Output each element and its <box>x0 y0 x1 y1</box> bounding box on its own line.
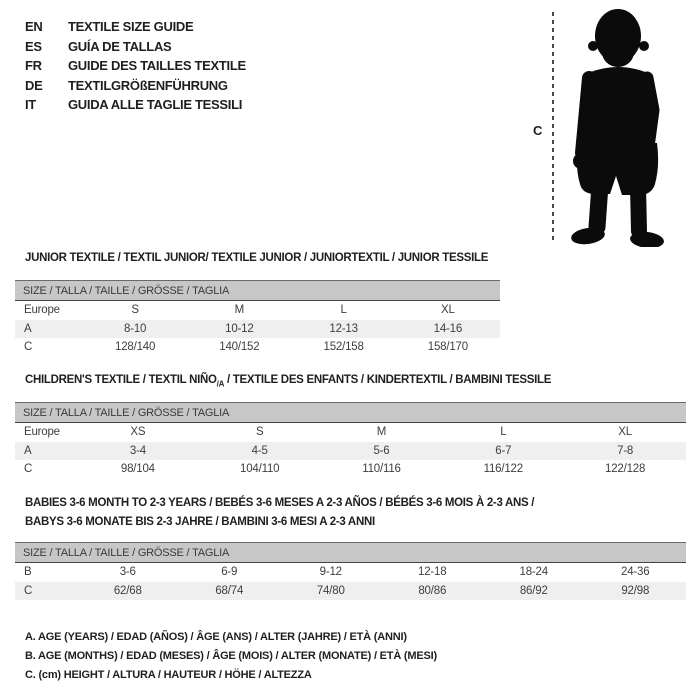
height-cell: 152/158 <box>323 341 364 354</box>
height-cell: 98/104 <box>120 463 155 476</box>
note-height-cm: C. (cm) HEIGHT / ALTURA / HAUTEUR / HÖHE / ALTEZZA <box>25 668 312 681</box>
section-title-babies-line1: BABIES 3-6 MONTH TO 2-3 YEARS / BEBÉS 3-6 MESES A 2-3 AÑOS / BÉBÉS 3-6 MOIS À 2-3 ANS / <box>25 497 535 509</box>
age-cell: 8-10 <box>124 322 147 335</box>
lang-title: TEXTILGRÖßENFÜHRUNG <box>68 77 228 93</box>
table-row-height <box>15 460 686 479</box>
age-cell: 10-12 <box>225 322 254 335</box>
row-label: Europe <box>24 304 60 317</box>
section-title-junior: JUNIOR TEXTILE / TEXTIL JUNIOR/ TEXTILE JUNIOR / JUNIORTEXTIL / JUNIOR TESSILE <box>25 252 489 264</box>
note-age-years: A. AGE (YEARS) / EDAD (AÑOS) / ÂGE (ANS) / ALTER (JAHRE) / ETÀ (ANNI) <box>25 630 407 643</box>
lang-title: GUIDA ALLE TAGLIE TESSILI <box>68 97 243 113</box>
height-measure-dotted-line <box>552 12 554 243</box>
junior-size-table <box>15 280 500 357</box>
lang-code: DE <box>25 77 43 93</box>
row-label: B <box>24 566 32 579</box>
height-measure-label: C <box>533 123 543 138</box>
babies-size-table <box>15 542 686 600</box>
height-cell: 62/68 <box>113 584 142 597</box>
size-cell: M <box>234 304 245 317</box>
height-cell: 116/122 <box>483 463 523 476</box>
height-cell: 128/140 <box>115 341 156 354</box>
size-header-bar <box>15 280 500 301</box>
row-label: C <box>24 341 33 354</box>
children-size-table <box>15 402 686 479</box>
size-header-label: SIZE / TALLA / TAILLE / GRÖSSE / TAGLIA <box>23 546 230 559</box>
age-cell: 24-36 <box>621 566 650 579</box>
age-cell: 7-8 <box>617 444 634 457</box>
size-cell: XL <box>441 304 455 317</box>
lang-code: IT <box>25 97 36 113</box>
table-row-age-months <box>15 563 686 582</box>
title-part: CHILDREN'S TEXTILE / TEXTIL NIÑO <box>25 374 217 386</box>
lang-row-de <box>25 76 246 96</box>
row-label: C <box>24 463 33 476</box>
row-label: A <box>24 444 32 457</box>
lang-row-it <box>25 95 246 115</box>
table-row-europe <box>15 423 686 442</box>
title-subscript: /A <box>216 379 225 389</box>
note-age-months: B. AGE (MONTHS) / EDAD (MESES) / ÂGE (MOIS) / ALTER (MONATE) / ETÀ (MESI) <box>25 649 437 662</box>
lang-title: GUÍA DE TALLAS <box>68 38 172 54</box>
height-cell: 110/116 <box>362 463 401 476</box>
table-row-age <box>15 442 686 461</box>
lang-code: FR <box>25 58 42 74</box>
title-part: / TEXTILE DES ENFANTS / KINDERTEXTIL / BAMBINI TESSILE <box>224 374 552 386</box>
size-cell: L <box>340 304 347 317</box>
table-row-height <box>15 582 686 601</box>
size-cell: M <box>376 426 387 439</box>
age-cell: 18-24 <box>519 566 548 579</box>
table-row-height <box>15 338 500 357</box>
size-cell: XS <box>130 426 146 439</box>
age-cell: 9-12 <box>319 566 342 579</box>
section-title-babies-line2: BABYS 3-6 MONATE BIS 2-3 JAHRE / BAMBINI 3-6 MESI A 2-3 ANNI <box>25 516 375 528</box>
row-label: A <box>24 322 32 335</box>
size-cell: S <box>255 426 264 439</box>
size-header-label: SIZE / TALLA / TAILLE / GRÖSSE / TAGLIA <box>23 406 230 419</box>
lang-title: TEXTILE SIZE GUIDE <box>68 19 194 35</box>
age-cell: 14-16 <box>433 322 463 335</box>
age-cell: 6-9 <box>221 566 238 579</box>
age-cell: 12-13 <box>329 322 358 335</box>
age-cell: 4-5 <box>251 444 268 457</box>
size-cell: S <box>131 304 139 317</box>
language-title-list <box>25 17 246 115</box>
size-header-bar <box>15 542 686 563</box>
lang-row-es <box>25 37 246 57</box>
age-cell: 5-6 <box>373 444 390 457</box>
age-cell: 12-18 <box>418 566 447 579</box>
height-cell: 74/80 <box>316 584 345 597</box>
age-cell: 3-6 <box>119 566 136 579</box>
height-cell: 122/128 <box>605 463 646 476</box>
section-title-children <box>25 374 551 388</box>
lang-code: ES <box>25 38 42 54</box>
lang-row-fr <box>25 56 246 76</box>
row-label: C <box>24 584 33 597</box>
lang-row-en <box>25 17 246 37</box>
size-header-label: SIZE / TALLA / TAILLE / GRÖSSE / TAGLIA <box>23 284 230 297</box>
height-cell: 68/74 <box>215 584 244 597</box>
toddler-silhouette-icon <box>558 5 670 247</box>
size-cell: XL <box>618 426 632 439</box>
table-row-age <box>15 320 500 339</box>
height-cell: 158/170 <box>427 341 468 354</box>
age-cell: 3-4 <box>129 444 146 457</box>
size-cell: L <box>500 426 507 439</box>
height-cell: 92/98 <box>621 584 650 597</box>
lang-title: GUIDE DES TAILLES TEXTILE <box>68 58 246 74</box>
height-cell: 104/110 <box>240 463 280 476</box>
legend-notes <box>25 627 437 684</box>
age-cell: 6-7 <box>495 444 512 457</box>
table-row-europe <box>15 301 500 320</box>
size-header-bar <box>15 402 686 423</box>
height-cell: 140/152 <box>219 341 260 354</box>
row-label: Europe <box>24 426 60 439</box>
height-cell: 86/92 <box>519 584 548 597</box>
height-cell: 80/86 <box>418 584 447 597</box>
lang-code: EN <box>25 19 43 35</box>
